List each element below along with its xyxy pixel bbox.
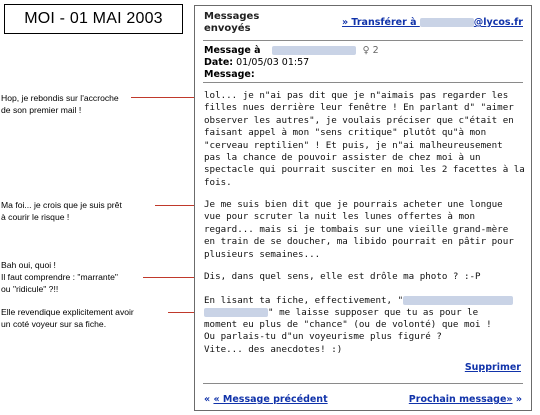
recipient-gender-age: ♀ 2: [362, 45, 379, 56]
previous-guillemet: «: [204, 394, 211, 405]
message-label: Message:: [204, 69, 255, 80]
annotation-line: Bah oui, quoi !: [1, 260, 56, 270]
panel-heading: [204, 11, 259, 35]
annotation-line: Ma foi... je crois que je suis prêt: [1, 200, 122, 210]
message-paragraph-2: Je me suis bien dit que je pourrais acheter une longue vue pour scruter la nuit les lunes offertes à mon regard... mais si je tombais sur une vieille grand-mère en train de se doucher, ma libido pourrait en pâtir pour plusieurs semaines...: [204, 199, 514, 260]
page-title: MOI - 01 MAI 2003: [4, 4, 183, 34]
annotation-pointer-1: [131, 97, 197, 98]
message-paragraph-3: Dis, dans quel sens, elle est drôle ma photo ? :-P: [204, 271, 481, 282]
message-to-row: [204, 45, 379, 57]
message-label-row: [204, 69, 255, 81]
transfer-link[interactable]: [342, 17, 523, 28]
annotation-line: à courir le risque !: [1, 212, 70, 222]
date-label: Date:: [204, 57, 234, 68]
next-guillemet: »: [515, 394, 522, 405]
divider: [203, 82, 523, 83]
delete-link[interactable]: Supprimer: [464, 362, 521, 373]
next-message-nav: [409, 394, 522, 405]
previous-message-nav: [204, 394, 328, 405]
paragraph-4-line-1: En lisant ta fiche, effectivement, ": [204, 295, 404, 306]
annotation-line: Elle revendique explicitement avoir: [1, 307, 134, 317]
annotation-4: [1, 306, 134, 330]
transfer-suffix: @lycos.fr: [473, 17, 523, 28]
panel-heading-line: envoyés: [204, 23, 251, 34]
message-panel: [194, 5, 532, 411]
annotation-2: [1, 199, 122, 223]
redacted-quote-continued: [204, 308, 268, 317]
redacted-quote: [403, 296, 513, 305]
redacted-recipient[interactable]: [272, 46, 356, 55]
message-paragraph-4: [204, 295, 520, 307]
annotation-line: Il faut comprendre : "marrante": [1, 272, 118, 282]
date-value: 01/05/03 01:57: [236, 57, 310, 68]
annotation-1: [1, 92, 119, 116]
redacted-email: [420, 18, 474, 27]
message-paragraph-4-rest: moment eu plus de "chance" (ou de volonté) que moi ! Ou parlais-tu d"un voyeurisme plus figuré ? Vite... des anecdotes! :): [204, 319, 492, 355]
next-message-link[interactable]: Prochain message»: [408, 394, 513, 405]
annotation-pointer-3: [143, 277, 197, 278]
message-to-label: Message à: [204, 45, 261, 56]
transfer-prefix: » Transférer à: [341, 17, 420, 28]
annotation-line: de son premier mail !: [1, 105, 82, 115]
date-row: [204, 57, 309, 69]
previous-message-link[interactable]: « Message précédent: [213, 394, 328, 405]
panel-heading-line: Messages: [204, 11, 260, 22]
annotation-line: Hop, je rebondis sur l'accroche: [1, 93, 119, 103]
message-paragraph-4-line-2: [204, 307, 520, 319]
annotation-line: ou "ridicule" ?!!: [1, 284, 59, 294]
paragraph-4-line-2: " me laisse supposer que tu as pour le: [268, 307, 479, 318]
message-paragraph-1: lol... je n"ai pas dit que je n"aimais pas regarder les filles nues derrière leur fenêtre ! En parlant d" "aimer observer les autres", je voulais préciser que c"était en faisant appel à mon "sens critique" plutôt qu"à mon "cerveau reptilien" ! Et puis, je n"ai malheureusement pas la chance de pouvoir assister de chez moi à un spectacle qui pourrait susciter en moi les 2 facettes à la fois.: [204, 90, 525, 188]
annotation-pointer-4: [168, 312, 197, 313]
annotation-3: [1, 259, 118, 295]
divider: [203, 383, 523, 384]
annotation-line: un coté voyeur sur sa fiche.: [1, 319, 107, 329]
annotation-pointer-2: [155, 205, 197, 206]
divider: [203, 40, 523, 41]
